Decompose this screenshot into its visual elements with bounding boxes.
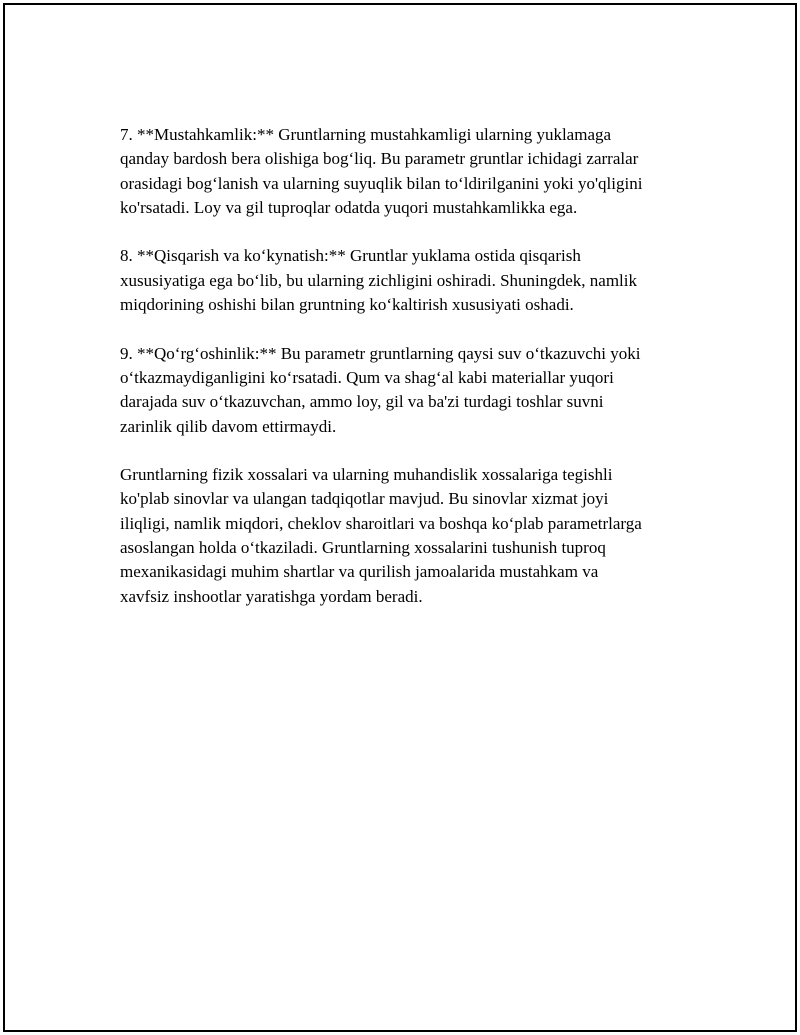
paragraph-conclusion: Gruntlarning fizik xossalari va ularning muhandislik xossalariga tegishli ko'plab sinovlar va ulangan tadqiqotlar mavjud. Bu sinovlar xizmat joyi iliqligi, namlik miqdori, cheklov sharoitlari va boshqa ko‘plab parametrlarga asoslangan holda o‘tkaziladi. Gruntlarning xossalarini tushunish tuproq mexanikasidagi muhim shartlar va qurilish jamoalarida mustahkam va xavfsiz inshootlar yaratishga yordam beradi.: [120, 465, 642, 606]
document-body: [120, 123, 695, 633]
paragraph-qisqarish: 8. **Qisqarish va ko‘kynatish:** Gruntlar yuklama ostida qisqarish xususiyatiga ega bo‘lib, bu ularning zichligini oshiradi. Shuningdek, namlik miqdorining oshishi bilan gruntning ko‘kaltirish xususiyati oshadi.: [120, 246, 638, 315]
paragraph-qorgoshinlik: 9. **Qo‘rg‘oshinlik:** Bu parametr gruntlarning qaysi suv o‘tkazuvchi yoki o‘tkazmaydiganligini ko‘rsatadi. Qum va shag‘al kabi materiallar yuqori darajada suv o‘tkazuvchan, ammo loy, gil va ba'zi turdagi toshlar suvni zarinlik qilib davom ettirmaydi.: [120, 343, 641, 436]
paragraph-mustahkamlik: 7. **Mustahkamlik:** Gruntlarning mustahkamligi ularning yuklamaga qanday bardosh bera olishiga bog‘liq. Bu parametr gruntlar ichidagi zarralar orasidagi bog‘lanish va ularning suyuqlik bilan to‘ldirilganini yoki yo'qligini ko'rsatadi. Loy va gil tuproqlar odatda yuqori mustahkamlikka ega.: [120, 125, 643, 217]
document-page: [3, 3, 797, 1032]
